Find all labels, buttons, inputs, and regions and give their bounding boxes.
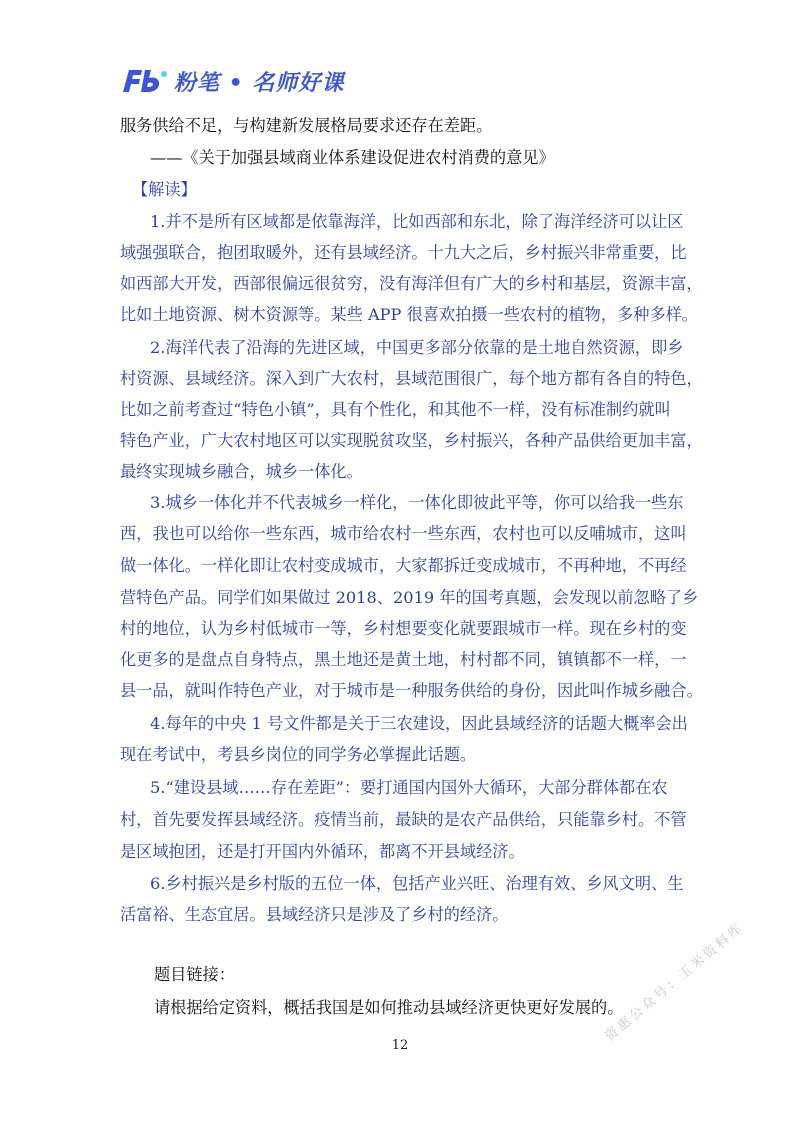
source-citation: ——《关于加强县域商业体系建设促进农村消费的意见》 — [150, 148, 555, 167]
paragraph-line: 村的地位，认为乡村低城市一等，乡村想要变化就要跟城市一样。现在乡村的变 — [120, 619, 687, 638]
paragraph-line: 营特色产品。同学们如果做过 2018、2019 年的国考真题，会发现以前忽略了乡 — [120, 588, 699, 607]
paragraph-line: 活富裕、生态宜居。县域经济只是涉及了乡村的经济。 — [120, 905, 509, 924]
paragraph-line: 比如之前考查过“特色小镇”，具有个性化，和其他不一样，没有标准制约就叫 — [120, 400, 671, 419]
fenbi-logo-icon — [120, 66, 170, 96]
interpretation-heading: 【解读】 — [132, 180, 197, 199]
paragraph-line: 1.并不是所有区域都是依靠海洋，比如西部和东北，除了海洋经济可以让区 — [150, 212, 684, 231]
paragraph-line: 2.海洋代表了沿海的先进区域，中国更多部分依靠的是土地自然资源，即乡 — [150, 338, 684, 357]
paragraph-line: 域强强联合，抱团取暖外，还有县域经济。十九大之后，乡村振兴非常重要，比 — [120, 243, 687, 262]
question-text: 请根据给定资料，概括我国是如何推动县域经济更快更好发展的。 — [154, 998, 624, 1017]
paragraph-line: 做一体化。一样化即让农村变成城市，大家都拆迁变成城市，不再种地，不再经 — [120, 556, 687, 575]
paragraph-line: 如西部大开发，西部很偏远很贫穷，没有海洋但有广大的乡村和基层，资源丰富， — [120, 274, 703, 293]
question-label: 题目链接： — [154, 965, 235, 984]
page-number: 12 — [391, 1038, 409, 1053]
paragraph-line: 5.“建设县域……存在差距”：要打通国内国外大循环，大部分群体都在农 — [150, 778, 668, 797]
paragraph-line: 县一品，就叫作特色产业，对于城市是一种服务供给的身份，因此叫作城乡融合。 — [120, 681, 703, 700]
paragraph-line: 比如土地资源、树木资源等。某些 APP 很喜欢拍摄一些农村的植物，多种多样。 — [120, 305, 698, 324]
paragraph-line: 化更多的是盘点自身特点，黑土地还是黄土地，村村都不同，镇镇都不一样，一 — [120, 650, 687, 669]
paragraph-line: 4.每年的中央 1 号文件都是关于三农建设，因此县域经济的话题大概率会出 — [150, 714, 688, 733]
paragraph-line: 现在考试中，考县乡岗位的同学务必掌握此话题。 — [120, 745, 477, 764]
paragraph-line: 最终实现城乡融合，城乡一体化。 — [120, 462, 363, 481]
intro-line: 服务供给不足，与构建新发展格局要求还存在差距。 — [120, 116, 493, 135]
paragraph-line: 村，首先要发挥县域经济。疫情当前，最缺的是农产品供给，只能靠乡村。不管 — [120, 810, 687, 829]
paragraph-line: 村资源、县域经济。深入到广大农村，县域范围很广，每个地方都有各自的特色， — [120, 369, 703, 388]
brand-header — [120, 64, 344, 98]
paragraph-line: 西，我也可以给你一些东西，城市给农村一些东西，农村也可以反哺城市，这叫 — [120, 524, 687, 543]
paragraph-line: 6.乡村振兴是乡村版的五位一体，包括产业兴旺、治理有效、乡风文明、生 — [150, 874, 684, 893]
paragraph-line: 特色产业，广大农村地区可以实现脱贫攻坚，乡村振兴，各种产品供给更加丰富， — [120, 431, 703, 450]
paragraph-line: 3.城乡一体化并不代表城乡一样化，一体化即彼此平等，你可以给我一些东 — [150, 493, 684, 512]
paragraph-line: 是区域抱团，还是打开国内外循环，都离不开县域经济。 — [120, 842, 525, 861]
brand-text: 粉笔 • 名师好课 — [174, 70, 345, 96]
watermark: 资惠公众号：玉米资料库 — [602, 919, 748, 1045]
